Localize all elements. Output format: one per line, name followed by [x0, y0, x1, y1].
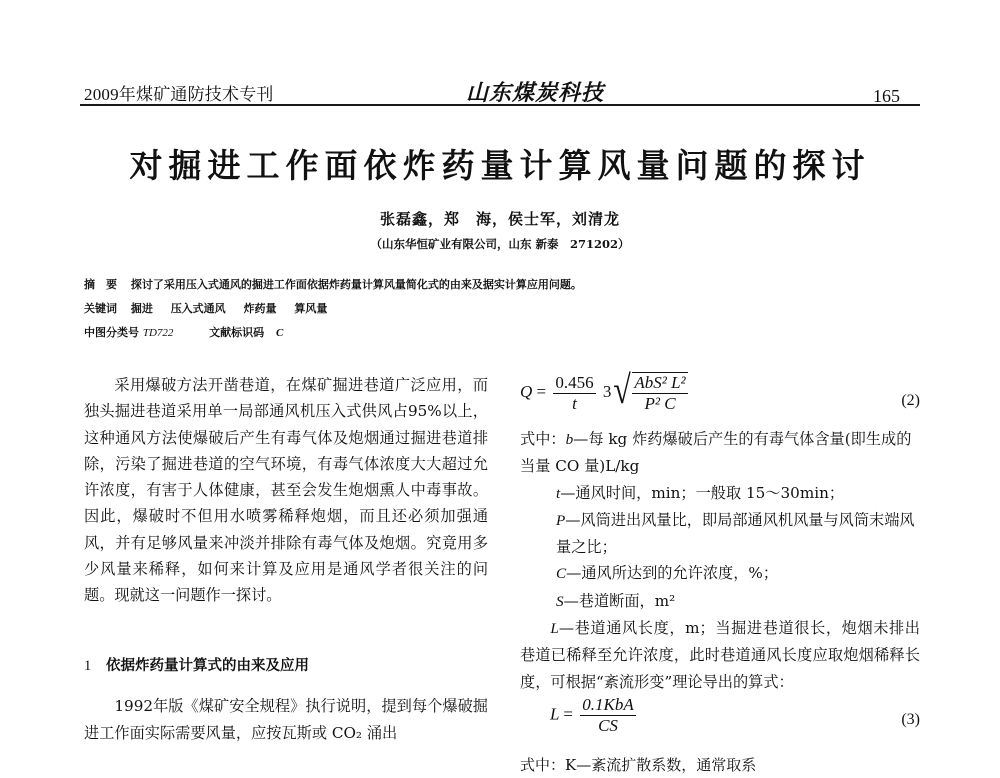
clc-label: 中图分类号 — [84, 326, 139, 339]
right-column — [520, 372, 920, 745]
truncated-line: 式中：K—紊流扩散系数，通常取系 — [520, 756, 757, 774]
equation-number: (3) — [901, 710, 920, 728]
article-title: 对掘进工作面依炸药量计算风量问题的探讨 — [129, 146, 871, 185]
definition-l: L—巷道通风长度，m；当掘进巷道很长，炮烟未排出巷道已稀释至允许浓度，此时巷道通风长度应取炮烟稀释长度，可根据“紊流形变”理论导出的算式： — [520, 619, 920, 691]
keywords — [84, 300, 327, 316]
keyword: 炸药量 — [243, 302, 277, 315]
fraction: $\frac{\text{0.1KbA}}{CS}$ — [582, 694, 634, 735]
keyword: 算风量 — [294, 302, 328, 315]
journal-logo: 山东煤炭科技 — [466, 80, 605, 106]
abstract-label: 摘 要 — [84, 278, 117, 291]
keyword: 掘进 — [130, 302, 153, 315]
definition-c: C—通风所达到的允许浓度，%； — [556, 564, 779, 583]
doc-code-label: 文献标识码 — [209, 326, 265, 339]
keyword: 压入式通风 — [170, 302, 226, 315]
equation-number: (2) — [901, 392, 920, 409]
section-title: 依据炸药量计算式的由来及应用 — [106, 657, 309, 674]
section-number: 1 — [84, 658, 92, 674]
definition-s: S—巷道断面，m² — [556, 591, 676, 610]
header-rule — [80, 104, 920, 106]
left-column — [84, 372, 488, 746]
formula-2: Q = $\frac{0.456}{t}$ 3 √ $\frac{\text{AbS² L²}}{\text{P² C}}$ (2) — [520, 372, 920, 426]
clc-code: TD722 — [142, 327, 174, 339]
doc-code: C — [275, 327, 284, 339]
definition-p: P—风筒进出风量比，即局部通风机风量与风筒末端风量之比； — [556, 510, 915, 557]
definition-t: t—通风时间，min；一般取 15～30min； — [556, 483, 845, 502]
formula-3: L = $\frac{\text{0.1KbA}}{CS}$ (3) — [550, 694, 920, 735]
abstract — [84, 276, 582, 292]
page-number: 165 — [873, 86, 900, 106]
definition-b: 式中：b—每 kg 炸药爆破后产生的有毒气体含量(即生成的当量 CO 量)L/kg — [520, 430, 912, 476]
root-index: 3 — [602, 381, 612, 401]
formula-lhs: Q — [520, 381, 533, 401]
section-paragraph: 1992年版《煤矿安全规程》执行说明，提到每个爆破掘进工作面实际需要风量，应按瓦斯或 CO₂ 涌出 — [84, 697, 488, 742]
author-list: 张磊鑫，郑 海，侯士军，刘清龙 — [379, 210, 620, 228]
fraction: $\frac{0.456}{t}$ — [555, 372, 594, 413]
affiliation: （山东华恒矿业有限公司，山东 新泰 271202） — [370, 237, 630, 251]
issue-label: 2009年煤矿通防技术专刊 — [84, 85, 274, 104]
keywords-label: 关键词 — [84, 302, 117, 315]
classification — [84, 324, 283, 340]
section-heading — [84, 653, 488, 679]
running-head — [84, 76, 900, 106]
intro-paragraph: 采用爆破方法开凿巷道，在煤矿掘进巷道广泛应用，而独头掘进巷道采用单一局部通风机压入式供风占95%以上，这种通风方法使爆破后产生有毒气体及炮烟通过掘进巷道排除，污染了掘进巷道的空气环境，有毒气体浓度大大超过允许浓度，有害于人体健康，甚至会发生炮烟熏人中毒事故。因此，爆破时不但用水喷雾稀释炮烟，而且还必须加强通风，并有足够风量来冲淡并排除有毒气体及炮烟。究竟用多少风量来稀释，如何来计算及应用是通风学者很关注的问题。现就这一问题作一探讨。 — [84, 376, 488, 605]
cube-root: √ $\frac{\text{AbS² L²}}{\text{P² C}}$ — [611, 372, 690, 414]
abstract-text: 探讨了采用压入式通风的掘进工作面依据炸药量计算风量简化式的由来及据实计算应用问题。 — [130, 278, 582, 291]
